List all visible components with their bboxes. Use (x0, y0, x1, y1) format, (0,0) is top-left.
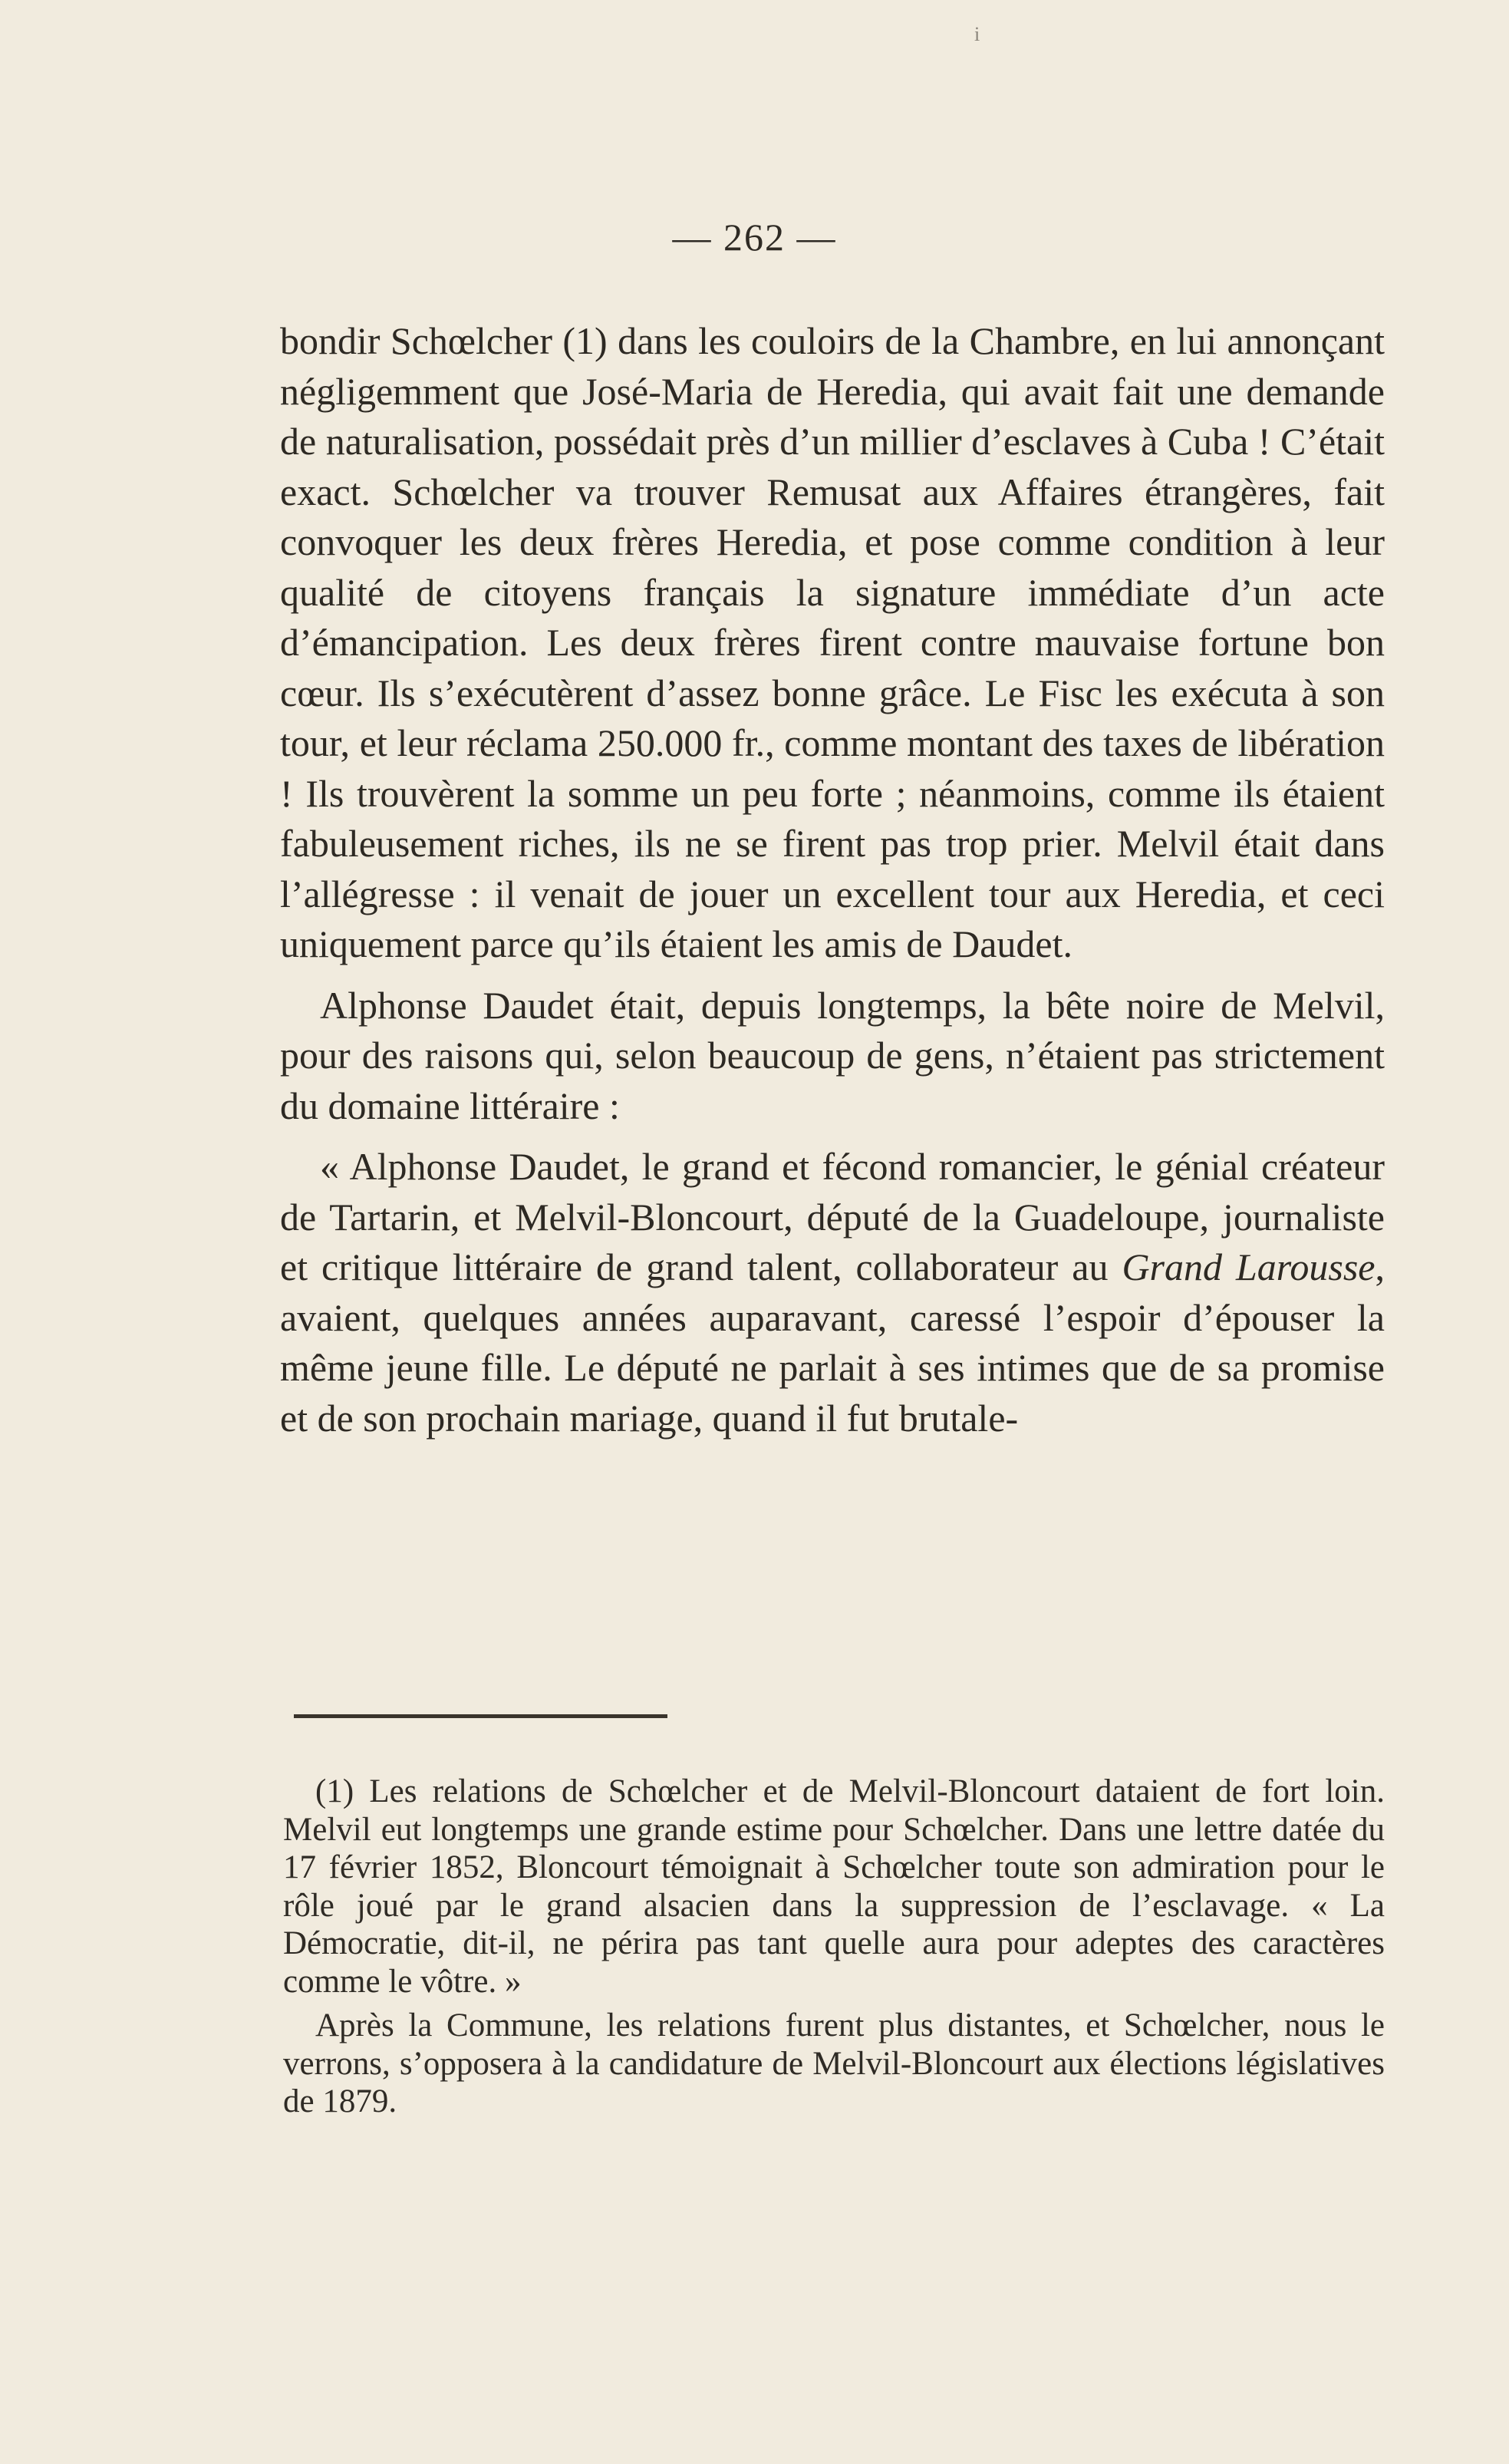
body-text (280, 316, 1385, 1443)
quote-text-start: « Alphonse Daudet, le grand et fécond romancier, le génial créateur de Tartarin, et Melvil-Bloncourt, député de la Guadeloupe, journaliste et critique littéraire de grand talent, collaborateur au (280, 1145, 1385, 1288)
paragraph-quote (280, 1142, 1385, 1443)
footnote-1-continued: Après la Commune, les relations furent plus distantes, et Schœlcher, nous le verrons, s’opposera à la candidature de Melvil-Bloncourt aux élections législatives de 1879. (283, 2007, 1385, 2119)
page-number: — 262 — (672, 216, 837, 259)
quote-text-end: , avaient, quelques années auparavant, caressé l’espoir d’épouser la même jeune fille. Le député ne parlait à ses intimes que de sa promise et de son prochain mariage, quand il fut brutale- (280, 1245, 1385, 1440)
paragraph-continuation: bondir Schœlcher (1) dans les couloirs de la Chambre, en lui annonçant négligemment que José-Maria de Heredia, qui avait fait une demande de naturalisation, possédait près d’un millier d’esclaves à Cuba ! C’était exact. Schœlcher va trouver Remusat aux Affaires étrangères, fait convoquer les deux frères Heredia, et pose comme condition à leur qualité de citoyens français la signature immédiate d’un acte d’émancipation. Les deux frères firent contre mauvaise fortune bon cœur. Ils s’exécutèrent d’assez bonne grâce. Le Fisc les exécuta à son tour, et leur réclama 250.000 fr., comme montant des taxes de libération ! Ils trouvèrent la somme un peu forte ; néanmoins, comme ils étaient fabuleusement riches, ils ne se firent pas trop prier. Melvil était dans l’allégresse : il venait de jouer un excellent tour aux Heredia, et ceci uniquement parce qu’ils étaient les amis de Daudet. (280, 319, 1385, 965)
paragraph-daudet: Alphonse Daudet était, depuis longtemps, la bête noire de Melvil, pour des raisons qui, selon beaucoup de gens, n’étaient pas strictement du domaine littéraire : (280, 983, 1385, 1127)
footnotes (283, 1773, 1385, 2121)
footnote-divider (294, 1714, 667, 1718)
quote-italic-title: Grand Larousse (1122, 1245, 1376, 1288)
corner-mark: i (974, 23, 980, 45)
footnote-1: (1) Les relations de Schœlcher et de Melvil-Bloncourt dataient de fort loin. Melvil eut longtemps une grande estime pour Schœlcher. Dans une lettre datée du 17 février 1852, Bloncourt témoignait à Schœlcher toute son admiration pour le rôle joué par le grand alsacien dans la suppression de l’esclavage. « La Démocratie, dit-il, ne périra pas tant quelle aura pour adeptes des caractères comme le vôtre. » (283, 1773, 1385, 2000)
